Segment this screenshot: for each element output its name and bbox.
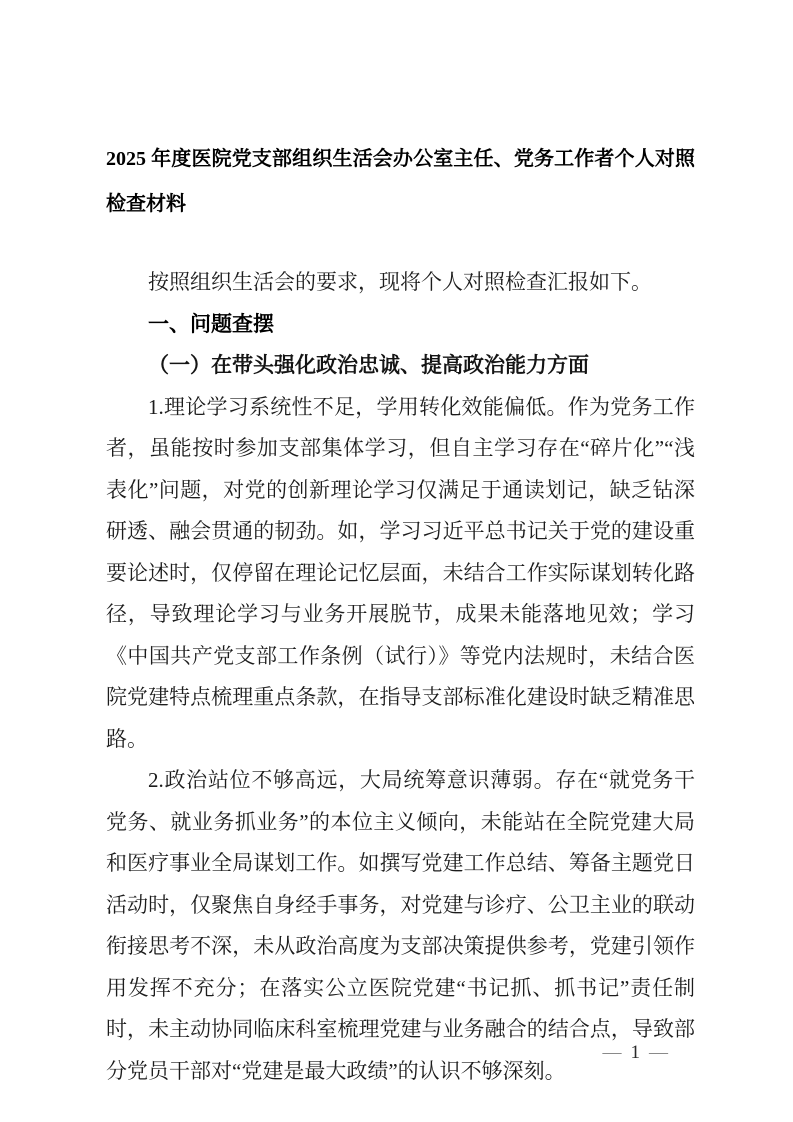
page-number-right-dash: —: [649, 1042, 668, 1063]
page-number-value: 1: [630, 1042, 640, 1063]
body-paragraph-political-stance: 2.政治站位不够高远，大局统筹意识薄弱。存在“就党务干党务、就业务抓业务”的本位主义倾向，未能站在全院党建大局和医疗事业全局谋划工作。如撰写党建工作总结、筹备主题党日活动时，仅聚焦自身经手事务，对党建与诊疗、公卫主业的联动衔接思考不深，未从政治高度为支部决策提供参考，党建引领作用发挥不充分；在落实公立医院党建“书记抓、抓书记”责任制时，未主动协同临床科室梳理党建与业务融合的结合点，导致部分党员干部对“党建是最大政绩”的认识不够深刻。: [106, 768, 695, 1083]
page-number: [603, 1043, 669, 1062]
body-paragraph-theory-study: 1.理论学习系统性不足，学用转化效能偏低。作为党务工作者，虽能按时参加支部集体学习，但自主学习存在“碎片化”“浅表化”问题，对党的创新理论学习仅满足于通读划记，缺乏钻深研透、融会贯通的韧劲。如，学习习近平总书记关于党的建设重要论述时，仅停留在理论记忆层面，未结合工作实际谋划转化路径，导致理论学习与业务开展脱节，成果未能落地见效；学习《中国共产党支部工作条例（试行）》等党内法规时，未结合医院党建特点梳理重点条款，在指导支部标准化建设时缺乏精准思路。: [106, 394, 695, 751]
document-title: 2025 年度医院党支部组织生活会办公室主任、党务工作者个人对照检查材料: [106, 148, 695, 215]
subsection-heading-political-loyalty: （一）在带头强化政治忠诚、提高政治能力方面: [148, 353, 589, 377]
section-heading-problems: 一、问题查摆: [148, 312, 274, 336]
page-number-left-dash: —: [602, 1042, 622, 1063]
intro-paragraph: 按照组织生活会的要求，现将个人对照检查汇报如下。: [148, 270, 652, 294]
